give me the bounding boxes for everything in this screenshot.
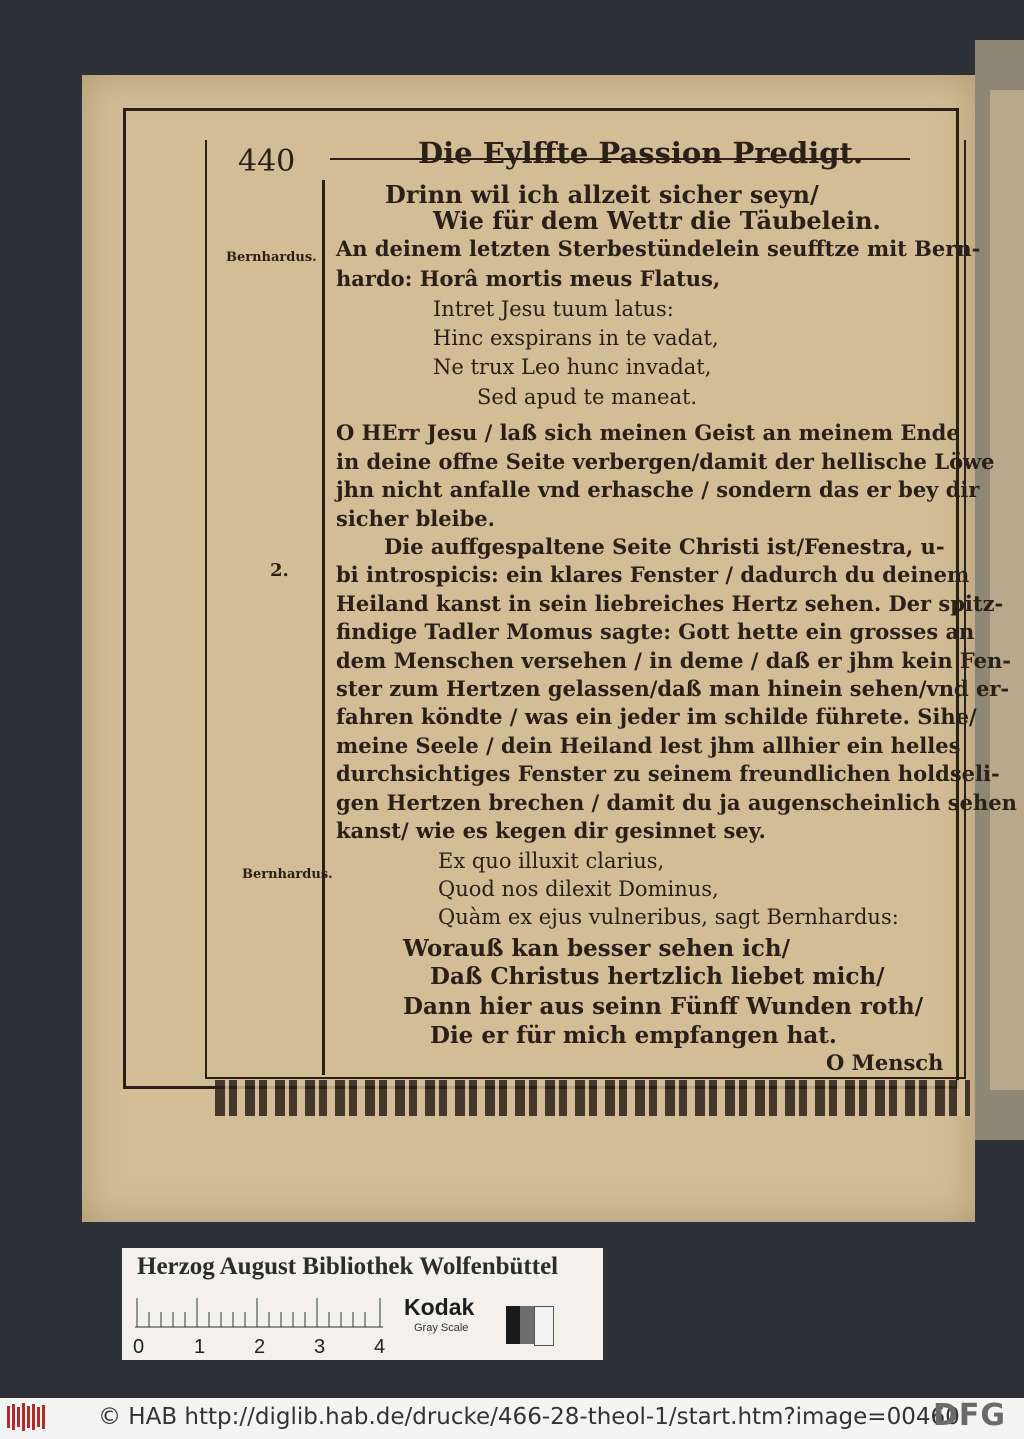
citation-link[interactable]: © HAB http://diglib.hab.de/drucke/466-28-theol-1/start.htm?image=00460 [98,1404,960,1430]
text-line: hardo: Horâ mortis meus Flatus, [336,266,721,291]
running-title: Die Eylffte Passion Predigt. [418,136,864,170]
text-line: findige Tadler Momus sagte: Gott hette ein grosses an [336,619,975,644]
text-line: Drinn wil ich allzeit sicher seyn/ [385,180,819,209]
text-line: fahren köndte / was ein jeder im schilde führete. Sihe/ [336,704,977,729]
text-line: Wie für dem Wettr die Täubelein. [433,206,881,235]
gray-swatch-mid [520,1306,534,1344]
ruler-number: 4 [374,1336,386,1358]
text-line: Heiland kanst in sein liebreiches Hertz sehen. Der spitz- [336,591,1004,616]
text-line: Hinc exspirans in te vadat, [433,326,719,350]
text-line: gen Hertzen brechen / damit du ja augenscheinlich sehen [336,790,1017,815]
margin-note-number-2: 2. [270,560,289,581]
text-line: Daß Christus hertzlich liebet mich/ [430,963,885,990]
text-line: meine Seele / dein Heiland lest jhm allhier ein helles [336,733,961,758]
text-line: Quàm ex ejus vulneribus, sagt Bernhardus: [438,905,899,929]
ruler-scale [135,1298,385,1328]
text-line: in deine offne Seite verbergen/damit der hellische Löwe [336,449,995,474]
hab-logo-icon [6,1402,48,1432]
text-line: sicher bleibe. [336,506,495,531]
text-line: Dann hier aus seinn Fünff Wunden roth/ [403,993,924,1020]
text-line: bi introspicis: ein klares Fenster / dadurch du deinem [336,562,970,587]
ruler-number: 3 [314,1336,326,1358]
gray-swatch-black [506,1306,520,1344]
page-number: 440 [238,144,296,179]
text-line: Quod nos dilexit Dominus, [438,877,719,901]
text-line: Worauß kan besser sehen ich/ [403,935,790,962]
margin-note-bernhardus-1: Bernhardus. [226,250,317,265]
text-line: Sed apud te maneat. [477,385,698,409]
ruler-number: 2 [254,1336,266,1358]
kodak-brand: Kodak [404,1294,475,1320]
text-line: Ne trux Leo hunc invadat, [433,355,712,379]
text-line: Intret Jesu tuum latus: [433,297,674,321]
ornament-border [215,1080,970,1116]
catchword: O Mensch [826,1050,944,1075]
dfg-logo: DFG [933,1398,1007,1433]
ruler-number: 0 [133,1336,145,1358]
facing-page-edge-inner [990,90,1024,1090]
text-line: dem Menschen versehen / in deme / daß er jhm kein Fen- [336,648,1012,673]
text-line: Die auffgespaltene Seite Christi ist/Fenestra, u- [384,534,945,559]
ruler-number: 1 [194,1336,206,1358]
library-name: Herzog August Bibliothek Wolfenbüttel [137,1253,559,1280]
text-line: jhn nicht anfalle vnd erhasche / sondern das er bey dir [336,477,980,502]
gray-scale-label: Gray Scale [414,1322,469,1334]
margin-note-bernhardus-2: Bernhardus. [242,867,333,882]
text-line: O HErr Jesu / laß sich meinen Geist an meinem Ende [336,420,960,445]
text-line: ster zum Hertzen gelassen/daß man hinein sehen/vnd er- [336,676,1010,701]
text-line: Die er für mich empfangen hat. [430,1022,837,1049]
margin-rule [322,180,325,1075]
gray-swatch-white [534,1306,554,1346]
text-line: durchsichtiges Fenster zu seinem freundlichen holdseli- [336,761,1000,786]
text-line: Ex quo illuxit clarius, [438,849,665,873]
text-line: kanst/ wie es kegen dir gesinnet sey. [336,818,766,843]
text-line: An deinem letzten Sterbestündelein seufftze mit Bern- [336,236,981,261]
